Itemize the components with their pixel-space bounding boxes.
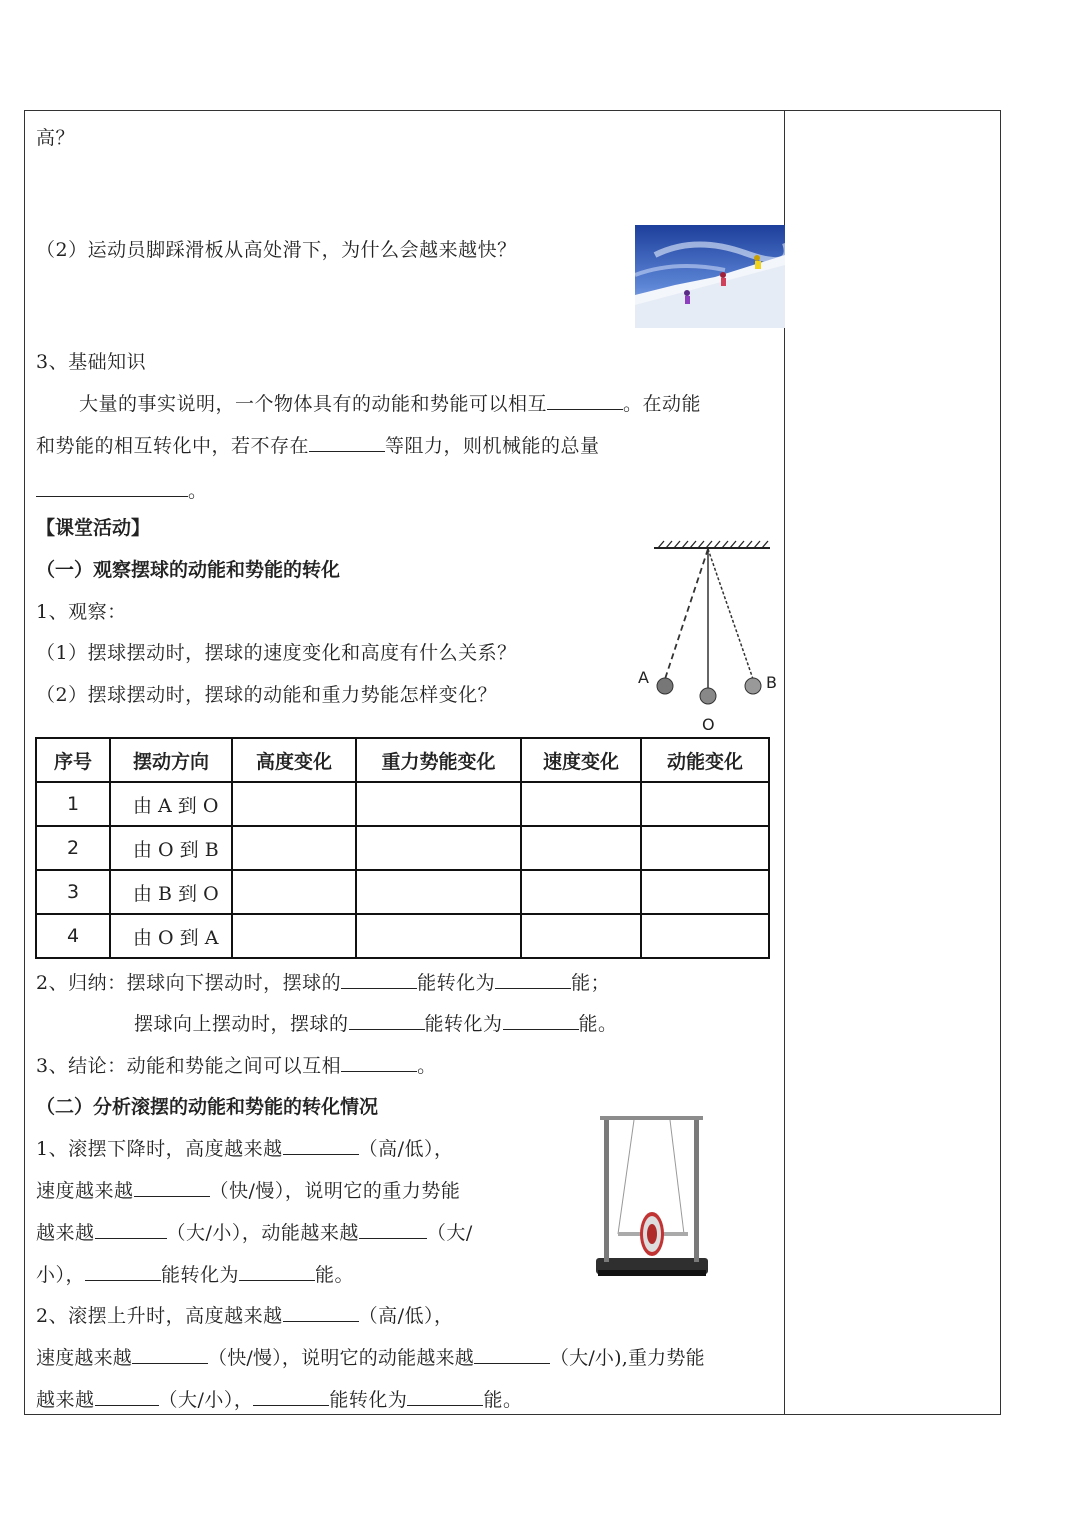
summary-text: 能。 — [578, 1013, 618, 1035]
header-cell: 速度变化 — [521, 738, 641, 782]
summary-text: 摆球向上摆动时，摆球的 — [134, 1013, 349, 1035]
question-2: （2）运动员脚踩滑板从高处滑下，为什么会越来越快？ — [36, 239, 517, 261]
roll-text: （大/小),重力势能 — [549, 1347, 705, 1369]
answer-cell[interactable] — [521, 870, 641, 914]
fill-blank[interactable] — [85, 1262, 161, 1281]
label-o: O — [702, 715, 715, 734]
roll-line-7 — [36, 1387, 522, 1412]
row-number: 2 — [36, 826, 110, 870]
basics-line-3 — [36, 478, 208, 503]
answer-cell[interactable] — [232, 870, 356, 914]
answer-cell[interactable] — [356, 782, 521, 826]
roll-text: 能转化为 — [329, 1389, 408, 1411]
roll-text: 越来越 — [36, 1389, 95, 1411]
roll-line-1 — [36, 1136, 454, 1161]
fill-blank[interactable] — [95, 1220, 167, 1239]
fill-blank[interactable] — [134, 1178, 210, 1197]
row-number: 4 — [36, 914, 110, 958]
row-number: 1 — [36, 782, 110, 826]
header-cell: 重力势能变化 — [356, 738, 521, 782]
summary-text: 能转化为 — [417, 972, 496, 994]
observe-question-1: （1）摆球摆动时，摆球的速度变化和高度有什么关系？ — [36, 642, 517, 664]
summary-text: 能； — [571, 972, 611, 994]
label-a: A — [638, 668, 649, 687]
observation-table — [35, 737, 770, 959]
summary-text: 能转化为 — [424, 1013, 503, 1035]
header-cell: 高度变化 — [232, 738, 356, 782]
roll-line-3 — [36, 1220, 473, 1245]
fill-blank[interactable] — [283, 1303, 359, 1322]
table-header-row — [36, 738, 769, 782]
observe-question-2: （2）摆球摆动时，摆球的动能和重力势能怎样变化？ — [36, 684, 498, 706]
roll-text: （高/低）， — [358, 1138, 454, 1160]
fill-blank[interactable] — [341, 1053, 417, 1072]
fill-blank[interactable] — [253, 1387, 329, 1406]
answer-cell[interactable] — [356, 870, 521, 914]
basics-text: 和势能的相互转化中，若不存在 — [36, 435, 310, 457]
fill-blank[interactable] — [95, 1387, 159, 1406]
roll-text: 越来越 — [36, 1222, 95, 1244]
row-number: 3 — [36, 870, 110, 914]
table-row — [36, 914, 769, 958]
answer-cell[interactable] — [521, 782, 641, 826]
roll-line-4 — [36, 1262, 354, 1287]
roll-text: 能转化为 — [161, 1264, 240, 1286]
basics-line-1 — [79, 391, 701, 416]
header-cell: 摆动方向 — [110, 738, 232, 782]
top-fragment: 高？ — [36, 127, 76, 149]
table-row — [36, 782, 769, 826]
roll-line-6 — [36, 1345, 705, 1370]
roll-text: 能。 — [483, 1389, 523, 1411]
roll-text: 小）， — [36, 1264, 86, 1286]
activity-heading: 【课堂活动】 — [36, 517, 151, 539]
skiers-photo — [635, 225, 785, 328]
answer-cell[interactable] — [641, 782, 769, 826]
pendulum-diagram — [632, 536, 782, 736]
observe-label: 1、观察： — [36, 601, 127, 623]
roll-text: 2、滚摆上升时，高度越来越 — [36, 1305, 283, 1327]
roll-text: （快/慢），说明它的动能越来越 — [208, 1347, 474, 1369]
basics-text: 大量的事实说明，一个物体具有的动能和势能可以相互 — [79, 393, 548, 415]
fill-blank[interactable] — [283, 1136, 359, 1155]
answer-cell[interactable] — [232, 826, 356, 870]
summary-text: 3、结论：动能和势能之间可以互相 — [36, 1055, 342, 1077]
roll-text: （快/慢），说明它的重力势能 — [209, 1180, 461, 1202]
answer-cell[interactable] — [641, 914, 769, 958]
fill-blank[interactable] — [359, 1220, 427, 1239]
answer-cell[interactable] — [356, 826, 521, 870]
row-direction: 由 B 到 O — [110, 870, 232, 914]
fill-blank[interactable] — [495, 970, 571, 989]
section-2-title: （二）分析滚摆的动能和势能的转化情况 — [36, 1096, 379, 1118]
fill-blank[interactable] — [239, 1262, 315, 1281]
roll-text: 能。 — [315, 1264, 355, 1286]
answer-cell[interactable] — [356, 914, 521, 958]
fill-blank[interactable] — [341, 970, 417, 989]
roll-line-5 — [36, 1303, 454, 1328]
roll-text: 速度越来越 — [36, 1180, 134, 1202]
roll-text: （高/低）， — [358, 1305, 454, 1327]
fill-blank[interactable] — [132, 1345, 208, 1364]
fill-blank[interactable] — [407, 1387, 483, 1406]
summary-text: 2、归纳：摆球向下摆动时，摆球的 — [36, 972, 342, 994]
row-direction: 由 O 到 A — [110, 914, 232, 958]
roll-text: （大/ — [426, 1222, 473, 1244]
fill-blank[interactable] — [474, 1345, 550, 1364]
basics-text: 。在动能 — [623, 393, 702, 415]
roll-text: 速度越来越 — [36, 1347, 133, 1369]
summary-line-1 — [36, 970, 610, 995]
basics-heading: 3、基础知识 — [36, 351, 147, 373]
fill-blank[interactable] — [349, 1011, 425, 1030]
roll-text: （大/小）， — [158, 1389, 254, 1411]
summary-line-2 — [134, 1011, 618, 1036]
fill-blank[interactable] — [503, 1011, 579, 1030]
summary-text: 。 — [417, 1055, 437, 1077]
answer-cell[interactable] — [232, 782, 356, 826]
answer-cell[interactable] — [641, 870, 769, 914]
roll-text: 1、滚摆下降时，高度越来越 — [36, 1138, 283, 1160]
section-1-title: （一）观察摆球的动能和势能的转化 — [36, 559, 341, 581]
row-direction: 由 O 到 B — [110, 826, 232, 870]
roll-line-2 — [36, 1178, 460, 1203]
answer-cell[interactable] — [232, 914, 356, 958]
basics-line-2 — [36, 433, 600, 458]
answer-cell[interactable] — [521, 826, 641, 870]
basics-text: 。 — [188, 480, 208, 502]
table-row — [36, 826, 769, 870]
basics-text: 等阻力，则机械能的总量 — [385, 435, 600, 457]
roll-text: （大/小），动能越来越 — [166, 1222, 359, 1244]
table-row — [36, 870, 769, 914]
fill-blank[interactable] — [36, 478, 188, 497]
row-direction: 由 A 到 O — [110, 782, 232, 826]
fill-blank[interactable] — [547, 391, 623, 410]
summary-line-3 — [36, 1053, 437, 1078]
rolling-pendulum-photo — [590, 1110, 715, 1290]
fill-blank[interactable] — [309, 433, 385, 452]
header-cell: 序号 — [36, 738, 110, 782]
answer-cell[interactable] — [521, 914, 641, 958]
header-cell: 动能变化 — [641, 738, 769, 782]
answer-cell[interactable] — [641, 826, 769, 870]
label-b: B — [766, 673, 777, 692]
